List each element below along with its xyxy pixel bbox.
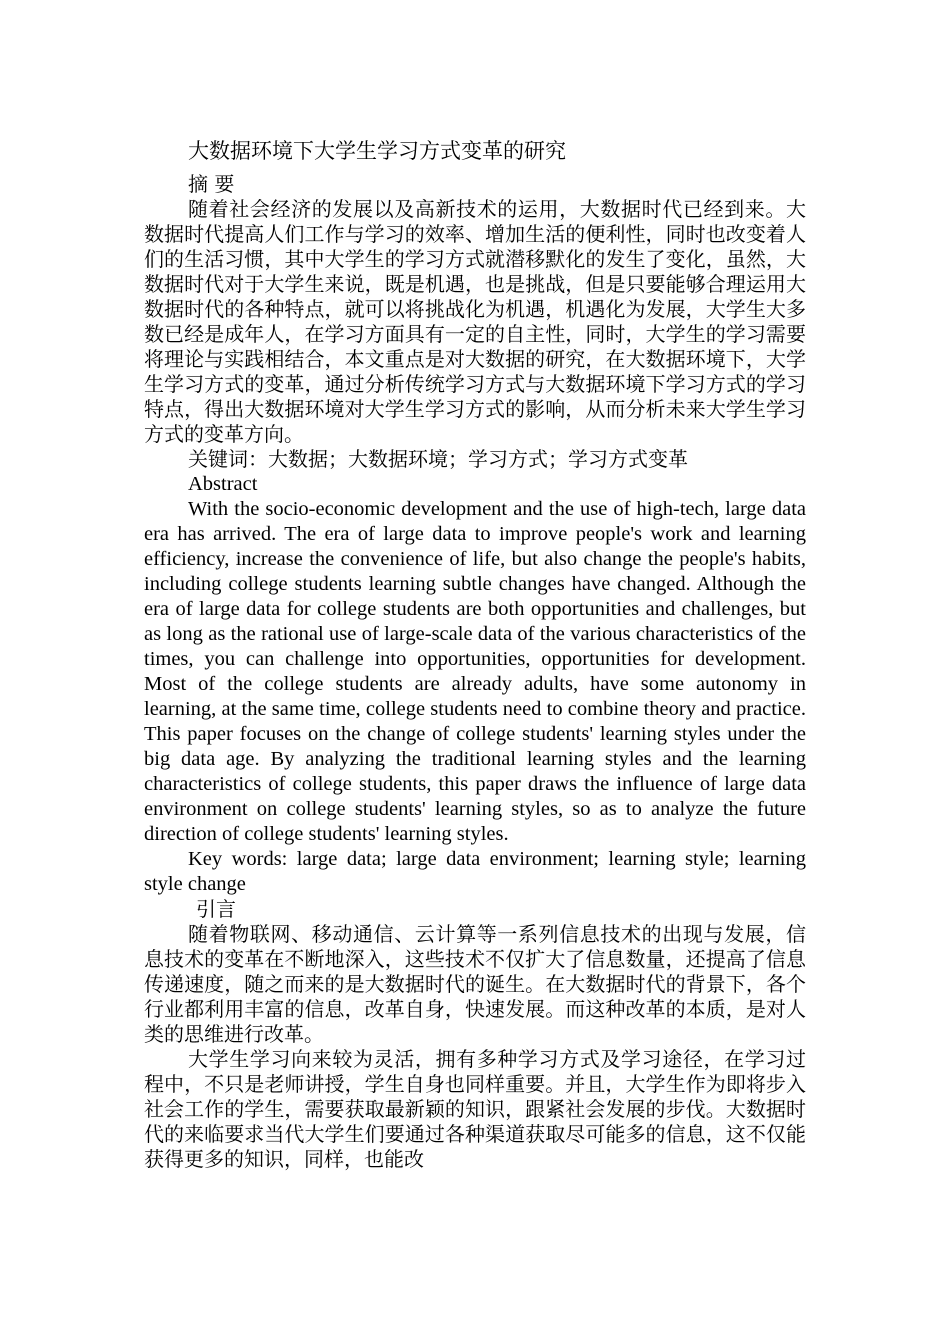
abstract-en-body: With the socio-economic development and the use of high-tech, large data era has arrived. The era of large data to improve people's work and learning efficiency, increase the convenience of life, but also change the people's habits, including college students learning subtle changes have changed. Although the era of large data for college students are both opportunities and challenges, but as long as the rational use of large-scale data of the various characteristics of the times, you can challenge into opportunities, opportunities for development. Most of the college students are already adults, have some autonomy in learning, at the same time, college students need to combine theory and practice. This paper focuses on the change of college students' learning styles under the big data age. By analyzing the traditional learning styles and the learning characteristics of college students, this paper draws the influence of large data environment on college students' learning styles, so as to analyze the future direction of college students' learning styles. (144, 498, 806, 845)
abstract-en-keywords: Key words: large data; large data environment; learning style; learning style change (144, 848, 806, 895)
introduction-paragraph-1: 随着物联网、移动通信、云计算等一系列信息技术的出现与发展，信息技术的变革在不断地深入，这些技术不仅扩大了信息数量，还提高了信息传递速度，随之而来的是大数据时代的诞生。在大数据时代的背景下，各个行业都利用丰富的信息，改革自身，快速发展。而这种改革的本质，是对人类的思维进行改革。 (144, 922, 806, 1046)
abstract-cn-keywords: 关键词：大数据；大数据环境；学习方式；学习方式变革 (188, 447, 688, 471)
abstract-cn-heading: 摘 要 (188, 172, 235, 196)
document-title: 大数据环境下大学生学习方式变革的研究 (188, 139, 566, 163)
abstract-en-heading: Abstract (188, 473, 258, 495)
document-page (144, 136, 806, 1172)
introduction-heading: 引言 (196, 897, 236, 921)
introduction-paragraph-2: 大学生学习向来较为灵活，拥有多种学习方式及学习途径，在学习过程中，不只是老师讲授，学生自身也同样重要。并且，大学生作为即将步入社会工作的学生，需要获取最新颖的知识，跟紧社会发展的步伐。大数据时代的来临要求当代大学生们要通过各种渠道获取尽可能多的信息，这不仅能获得更多的知识，同样，也能改 (144, 1047, 806, 1171)
abstract-cn-body: 随着社会经济的发展以及高新技术的运用，大数据时代已经到来。大数据时代提高人们工作与学习的效率、增加生活的便利性，同时也改变着人们的生活习惯，其中大学生的学习方式就潜移默化的发生了变化，虽然，大数据时代对于大学生来说，既是机遇，也是挑战，但是只要能够合理运用大数据时代的各种特点，就可以将挑战化为机遇，机遇化为发展，大学生大多数已经是成年人，在学习方面具有一定的自主性，同时，大学生的学习需要将理论与实践相结合，本文重点是对大数据的研究，在大数据环境下，大学生学习方式的变革，通过分析传统学习方式与大数据环境下学习方式的学习特点，得出大数据环境对大学生学习方式的影响，从而分析未来大学生学习方式的变革方向。 (144, 197, 806, 446)
